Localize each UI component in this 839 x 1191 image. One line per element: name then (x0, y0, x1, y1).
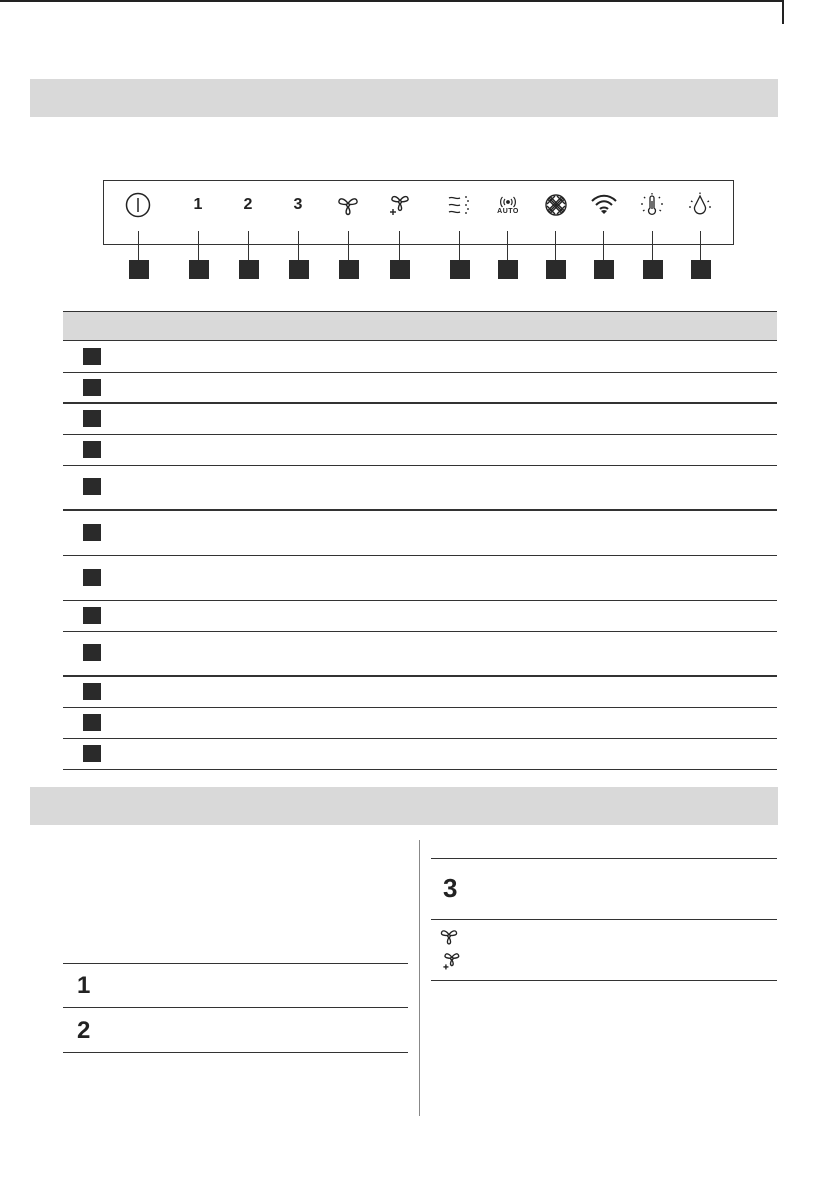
callout-marker (289, 260, 309, 279)
leader-line (603, 231, 604, 261)
callout-marker (643, 260, 663, 279)
power-icon[interactable] (118, 190, 158, 220)
row-marker (83, 683, 101, 700)
rule (431, 919, 777, 920)
table-row (63, 556, 777, 601)
rule (63, 963, 408, 964)
auto-label: AUTO (497, 207, 519, 215)
leader-line (298, 231, 299, 261)
speed-3-button[interactable]: 3 (293, 196, 303, 213)
row-marker (83, 441, 101, 458)
callout-marker (498, 260, 518, 279)
leader-line (700, 231, 701, 261)
row-marker (83, 607, 101, 624)
callout-marker (546, 260, 566, 279)
table-row (63, 677, 777, 708)
leader-line (248, 231, 249, 261)
rule (431, 980, 777, 981)
callout-marker (450, 260, 470, 279)
section-header-bar (30, 787, 778, 825)
row-marker (83, 410, 101, 427)
row-marker (83, 478, 101, 495)
table-row (63, 466, 777, 511)
light-icon[interactable] (680, 190, 720, 220)
leader-line (459, 231, 460, 261)
leader-line (555, 231, 556, 261)
callout-marker (390, 260, 410, 279)
row-marker (83, 745, 101, 762)
speed-1-symbol: 1 (77, 972, 91, 999)
leader-line (348, 231, 349, 261)
column-divider (419, 840, 420, 1116)
row-marker (83, 348, 101, 365)
table-header (63, 311, 777, 341)
table-row (63, 435, 777, 466)
callout-marker (189, 260, 209, 279)
table-row (63, 708, 777, 739)
top-rule (0, 0, 784, 2)
leader-line (507, 231, 508, 261)
fan-icon[interactable] (328, 190, 368, 220)
leader-line (652, 231, 653, 261)
fan-boost-icon[interactable] (379, 190, 419, 220)
fan-boost-icon (440, 950, 462, 977)
table-row (63, 404, 777, 435)
table-row (63, 341, 777, 373)
table-row (63, 511, 777, 556)
callout-marker (239, 260, 259, 279)
row-marker (83, 524, 101, 541)
row-marker (83, 569, 101, 586)
top-rule-tick (782, 0, 784, 24)
speed-2-button[interactable]: 2 (243, 196, 253, 213)
row-marker (83, 714, 101, 731)
callout-marker (129, 260, 149, 279)
section-header-bar (30, 79, 778, 117)
fan-icon (439, 926, 459, 951)
table-row (63, 739, 777, 770)
leader-line (198, 231, 199, 261)
leader-line (399, 231, 400, 261)
callout-marker (691, 260, 711, 279)
speed-3-symbol: 3 (443, 873, 458, 903)
callout-marker (339, 260, 359, 279)
rule (63, 1052, 408, 1053)
row-marker (83, 379, 101, 396)
speed-2-symbol: 2 (77, 1017, 91, 1044)
speed-1-button[interactable]: 1 (193, 196, 203, 213)
wifi-icon[interactable] (584, 190, 624, 220)
rule (431, 858, 777, 859)
light-temperature-icon[interactable] (632, 190, 672, 220)
filter-icon[interactable] (536, 190, 576, 220)
rule (63, 1007, 408, 1008)
leader-line (138, 231, 139, 261)
auto-button[interactable] (488, 190, 528, 220)
table-row (63, 632, 777, 677)
row-marker (83, 644, 101, 661)
callout-marker (594, 260, 614, 279)
table-row (63, 373, 777, 404)
table-row (63, 601, 777, 632)
odour-icon[interactable] (439, 190, 479, 220)
